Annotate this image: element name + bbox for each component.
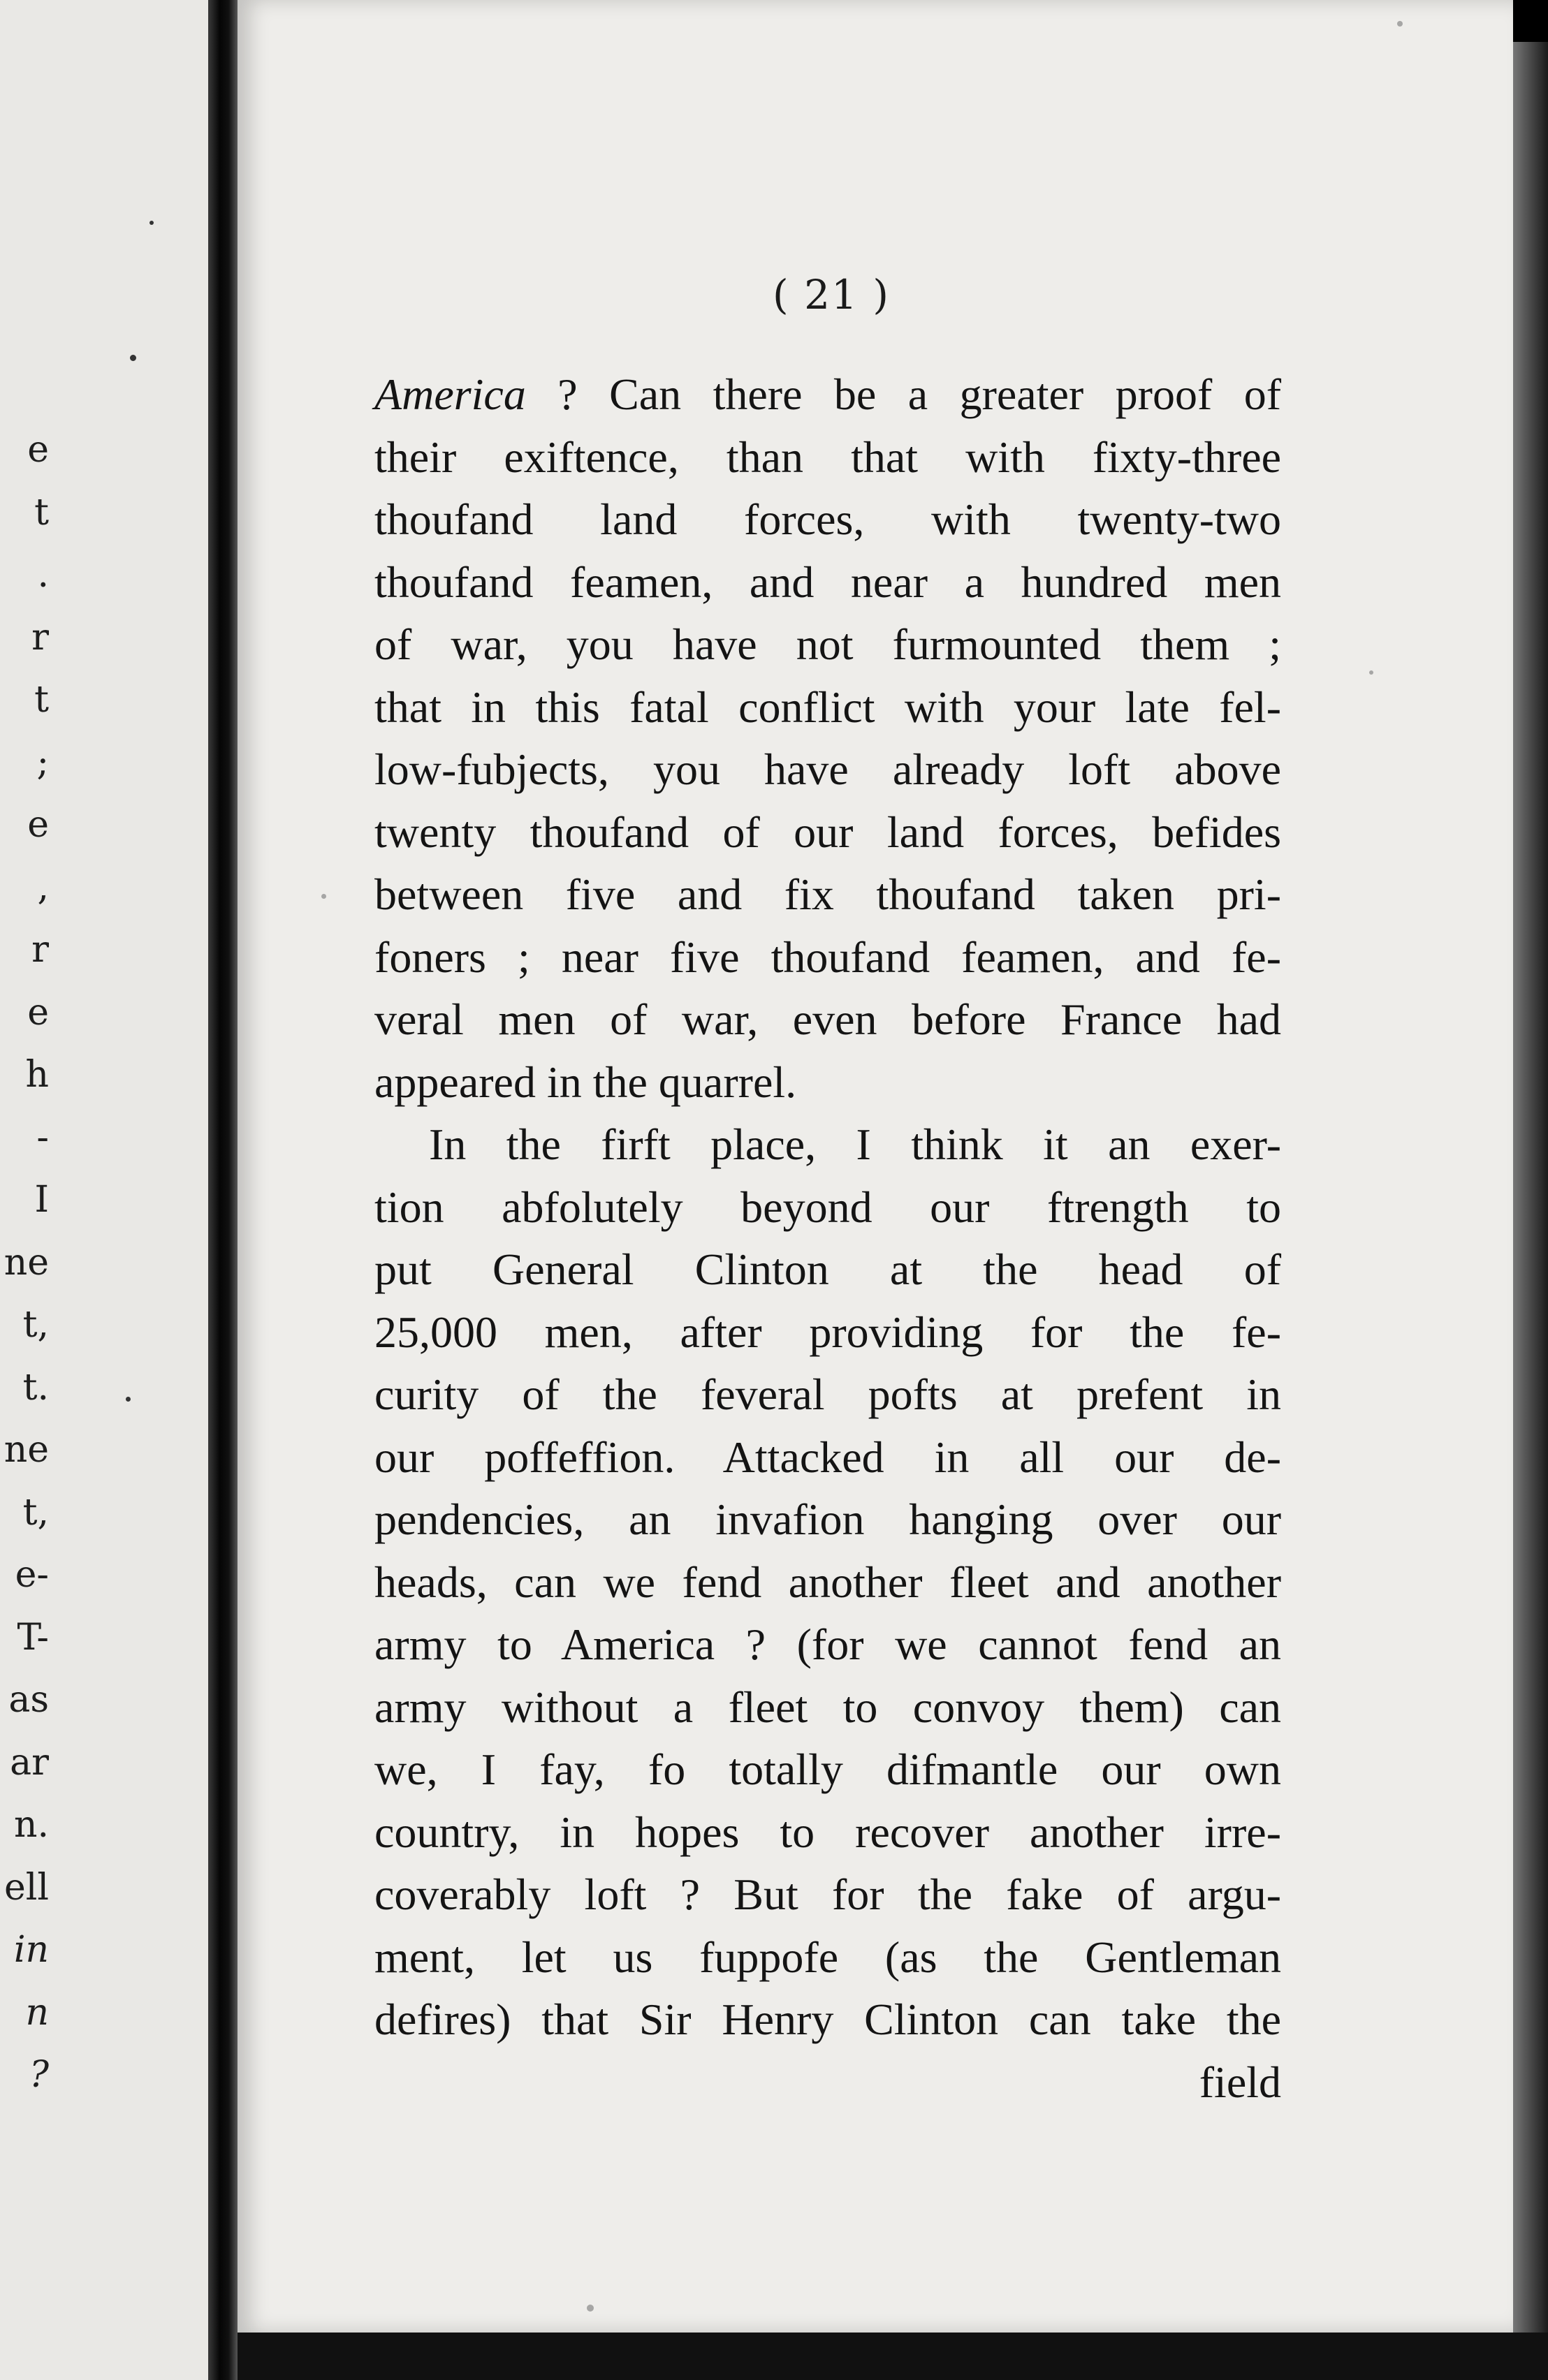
fragment: e- (15, 1554, 49, 1596)
fragment: t, (22, 1304, 49, 1346)
text-line: heads, can we fend another fleet and another (374, 1557, 1281, 1607)
fragment: ; (36, 741, 49, 784)
paper-blemish (321, 894, 326, 899)
ink-speck (149, 221, 154, 225)
paper-blemish (1369, 670, 1373, 675)
fragment: e (27, 429, 49, 471)
paper-blemish (587, 2305, 594, 2312)
text-line: put General Clinton at the head of (374, 1244, 1281, 1294)
fragment: T- (17, 1616, 49, 1659)
facing-page-line-ends (0, 419, 49, 2096)
page-edge-shadow (1513, 42, 1548, 2380)
ink-speck (126, 1397, 131, 1402)
fragment: in (13, 1929, 49, 1971)
text-line: we, I fay, fo totally difmantle our own (374, 1744, 1281, 1794)
text-line: America ? Can there be a greater proof of (374, 369, 1281, 419)
fragment: h (25, 1054, 49, 1096)
ink-speck (130, 355, 136, 361)
text-line: veral men of war, even before France had (374, 994, 1281, 1044)
text-line: of war, you have not furmounted them ; (374, 619, 1281, 669)
catchword: field (1199, 2057, 1281, 2107)
fragment: t, (22, 1491, 49, 1534)
paper-blemish (1397, 21, 1403, 27)
fragment: ar (10, 1741, 49, 1784)
text-line: coverably loft ? But for the fake of argu- (374, 1870, 1281, 1919)
fragment: ne (3, 1429, 49, 1471)
text-line: appeared in the quarrel. (374, 1057, 797, 1107)
text-line: In the firft place, I think it an exer- (429, 1119, 1281, 1169)
fragment: r (31, 929, 49, 971)
text-line: low-fubjects, you have already loft above (374, 744, 1281, 794)
text-line: our poffeffion. Attacked in all our de- (374, 1432, 1281, 1482)
facing-page-fragment (0, 0, 208, 2380)
page-bottom-shadow (238, 2333, 1548, 2380)
text-line: between five and fix thoufand taken pri- (374, 869, 1281, 919)
text-line: ment, let us fuppofe (as the Gentleman (374, 1932, 1281, 1982)
text-line: 25,000 men, after providing for the fe- (374, 1307, 1281, 1357)
fragment: - (36, 1116, 49, 1159)
text-line: thoufand land forces, with twenty-two (374, 494, 1281, 544)
fragment: t. (22, 1366, 49, 1409)
text-line: that in this fatal conflict with your late fel- (374, 682, 1281, 732)
text-line: twenty thoufand of our land forces, befides (374, 807, 1281, 857)
text-line: army without a fleet to convoy them) can (374, 1682, 1281, 1732)
fragment: e (27, 804, 49, 846)
fragment: t (34, 491, 49, 534)
page-number: ( 21 ) (773, 271, 890, 318)
text-line: thoufand feamen, and near a hundred men (374, 557, 1281, 607)
fragment: e (27, 991, 49, 1034)
fragment: I (34, 1179, 49, 1221)
text-line: country, in hopes to recover another irre- (374, 1807, 1281, 1857)
text-line: army to America ? (for we cannot fend an (374, 1619, 1281, 1669)
fragment: . (37, 554, 49, 596)
text-line: their exiftence, than that with fixty-three (374, 432, 1281, 482)
fragment: n. (13, 1804, 49, 1846)
fragment: as (8, 1679, 49, 1721)
fragment: ell (3, 1866, 49, 1909)
text-line: foners ; near five thoufand feamen, and fe- (374, 932, 1281, 982)
text-line: curity of the feveral pofts at prefent in (374, 1369, 1281, 1419)
first-word: America (374, 369, 526, 419)
book-gutter (208, 0, 238, 2380)
fragment: n ? (25, 1991, 49, 2096)
fragment: ne (3, 1241, 49, 1284)
fragment: t (34, 679, 49, 721)
fragment: , (37, 866, 49, 909)
fragment: r (31, 616, 49, 659)
body-text (374, 363, 1281, 2113)
text-line: tion abfolutely beyond our ftrength to (374, 1182, 1281, 1232)
text-line: pendencies, an invafion hanging over our (374, 1494, 1281, 1544)
text-line: defires) that Sir Henry Clinton can take the (374, 1995, 1281, 2044)
